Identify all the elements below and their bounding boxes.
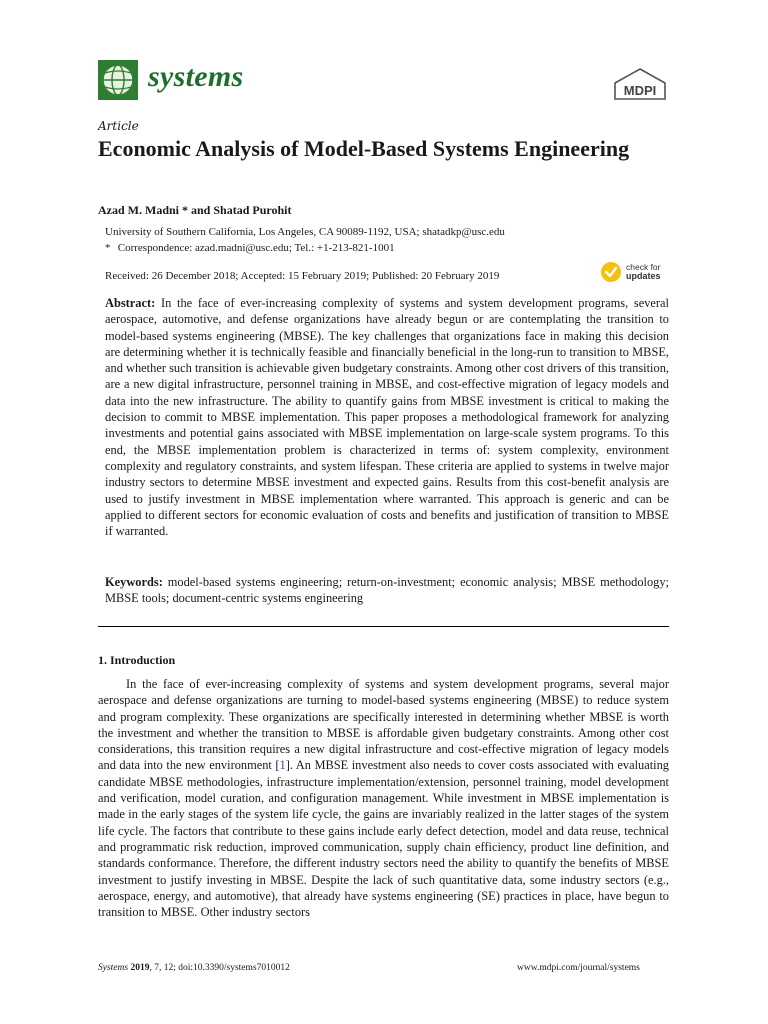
- publication-dates: Received: 26 December 2018; Accepted: 15 February 2019; Published: 20 February 2019: [105, 270, 500, 282]
- section-heading-introduction: 1. Introduction: [98, 653, 176, 667]
- correspondence-mark: *: [105, 242, 111, 254]
- mdpi-logo-icon: [612, 67, 668, 101]
- footer-year: 2019: [130, 963, 150, 973]
- check-for-updates-label-bold[interactable]: updates: [626, 271, 661, 281]
- abstract-text: In the face of ever-increasing complexity of systems and system development programs, several aerospace, automotive, and defense organizations have already begun or are contemplating the transition to model-based systems engineering (MBSE). The key challenges that organizations face in making this decision are determining whether it is technically feasible and financially beneficial in the long-run to transition to MBSE, and whether such transition is achievable given budgetary constraints. Among other cost drivers of this transition, are a new digital infrastructure, personnel training in MBSE, and cost-effective migration of legacy models and data into the new infrastructure. The ability to quantify gains from MBSE investment is critical to making the decision to commit to MBSE implementation. This paper proposes a methodological framework for analyzing investments and potential gains associated with MBSE implementation on large-scale system programs. To this end, the MBSE implementation problem is characterized in terms of: system complexity, environment complexity and regulatory constraints, and system lifespan. These criteria are applied to systems in twelve major industry sectors to determine MBSE investment and expected gains. Results from this cost-benefit analysis are used to justify investment in MBSE implementation where warranted. This approach is generic and can be applied to different sectors for economic evaluation of costs and benefits and justification of transition to MBSE if warranted.: [105, 296, 669, 539]
- check-for-updates-label[interactable]: check for: [626, 262, 661, 272]
- check-for-updates-icon[interactable]: [600, 261, 622, 283]
- footer-url[interactable]: www.mdpi.com/journal/systems: [517, 963, 640, 973]
- article-title: Economic Analysis of Model-Based Systems Engineering: [98, 136, 630, 161]
- intro-text-before-ref: In the face of ever-increasing complexity of systems and system development programs, several major aerospace and defense organizations are turning to model-based systems engineering (MBSE) to reduce system and program complexity. These organizations are specifically interested in determining whether MBSE is worth the investment and whether the transition to MBSE is affordable given budgetary constraints. Among other cost considerations, this transition requires a new digital infrastructure and cost-effective migration of legacy models and data into the new environment [: [98, 677, 669, 773]
- abstract-label: Abstract:: [105, 296, 156, 310]
- footer-citation: [98, 963, 290, 973]
- abstract: [105, 295, 669, 539]
- introduction-paragraph: [98, 676, 669, 920]
- keywords-text: model-based systems engineering; return-on-investment; economic analysis; MBSE methodology; MBSE tools; document-centric systems engineering: [105, 575, 669, 606]
- citation-link[interactable]: 1: [279, 758, 286, 773]
- keywords: [105, 574, 669, 607]
- author-list: Azad M. Madni * and Shatad Purohit: [98, 203, 292, 217]
- footer-citation-rest: , 7, 12; doi:10.3390/systems7010012: [149, 963, 290, 973]
- journal-globe-logo-icon: [98, 60, 138, 100]
- correspondence-line: [105, 240, 505, 256]
- intro-text-after-ref: ]. An MBSE investment also needs to cover costs associated with evaluating candidate MBSE methodologies, infrastructure implementation/extension, personnel training, model development and verification, model curation, and configuration management. While investment in MBSE implementation is made in the early stages of the system life cycle, the gains are invariably realized in the latter stages of the system life cycle. The factors that contribute to these gains include early defect detection, model and data reuse, technical and programmatic risk reduction, improved communication, supply chain efficiency, product line definition, and standards conformance. Therefore, the different industry sectors need the ability to quantify the benefits of MBSE investment to justify investing in MBSE. Despite the lack of such quantitative data, some industry sectors (e.g., aerospace, energy, and automotive), that already have systems engineering (SE) practices in place, have begun to transition to MBSE. Other industry sectors: [98, 758, 670, 920]
- affiliation-block: [105, 224, 505, 256]
- footer-journal: Systems: [98, 963, 129, 973]
- keywords-label: Keywords:: [105, 575, 163, 589]
- publisher-name: MDPI: [623, 83, 657, 98]
- journal-name: systems: [148, 60, 244, 93]
- section-divider: [98, 626, 669, 627]
- article-type-label: Article: [98, 119, 139, 133]
- correspondence: Correspondence: azad.madni@usc.edu; Tel.: +1-213-821-1001: [117, 242, 395, 254]
- affiliation: University of Southern California, Los Angeles, CA 90089-1192, USA; shatadkp@usc.edu: [105, 226, 505, 238]
